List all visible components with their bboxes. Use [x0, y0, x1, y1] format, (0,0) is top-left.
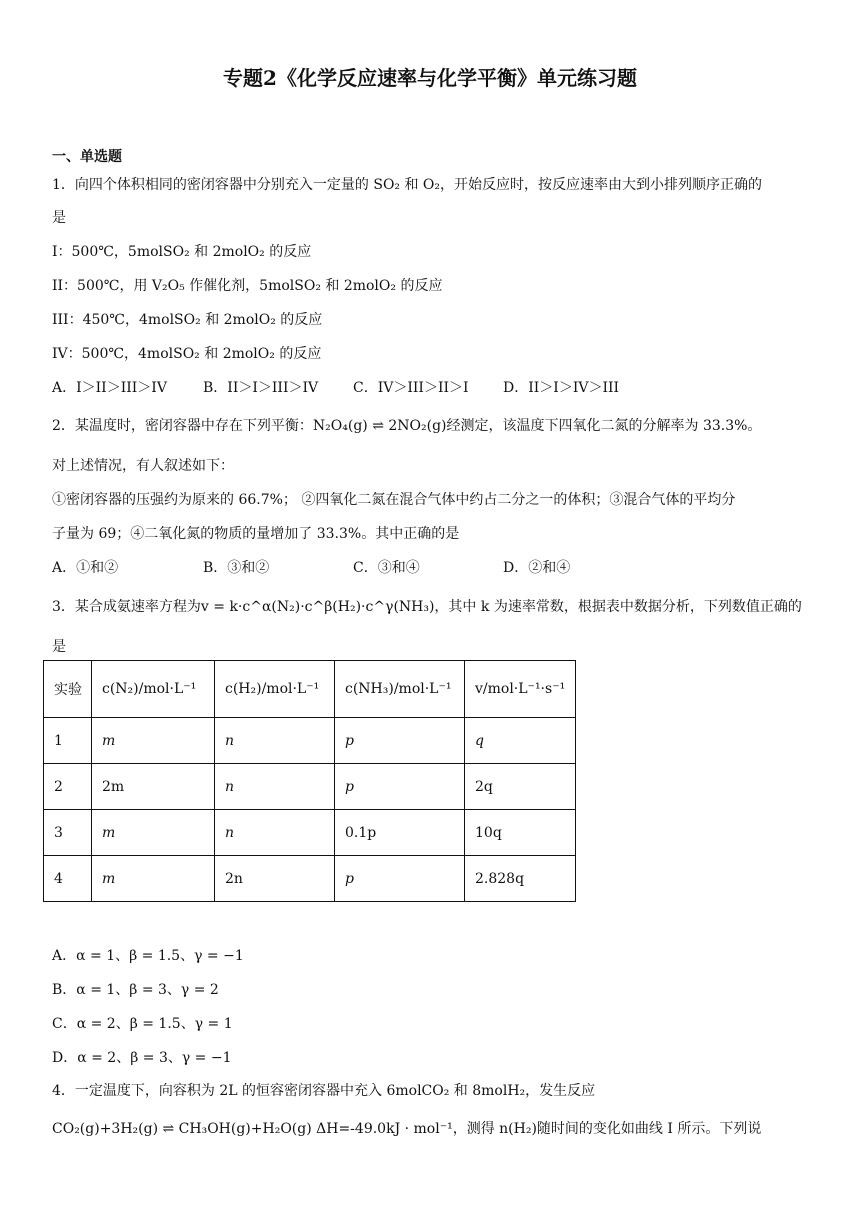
- table-cell: 3: [44, 810, 92, 856]
- table-cell: 10q: [465, 810, 576, 856]
- q3-stem-line-1: 3．某合成氨速率方程为v = k·c^α(N₂)·c^β(H₂)·c^γ(NH₃)，其中 k 为速率常数，根据表中数据分析，下列数值正确的: [52, 599, 802, 615]
- q3-option-a: A．α = 1、β = 1.5、γ = −1: [52, 948, 244, 964]
- table-cell: 2q: [465, 764, 576, 810]
- q3-stem-line-2: 是: [52, 639, 66, 655]
- table-cell: q: [465, 718, 576, 764]
- q1-condition-2: II：500℃，用 V₂O₅ 作催化剂，5molSO₂ 和 2molO₂ 的反应: [52, 278, 443, 294]
- q2-stem-line-2: 对上述情况，有人叙述如下：: [52, 458, 234, 474]
- table-header-row: [44, 661, 576, 718]
- q4-stem-line-1: 4．一定温度下，向容积为 2L 的恒容密闭容器中充入 6molCO₂ 和 8molH₂，发生反应: [52, 1083, 596, 1099]
- q1-stem-line-2: 是: [52, 210, 66, 226]
- q1-condition-1: I：500℃，5molSO₂ 和 2molO₂ 的反应: [52, 244, 312, 260]
- q3-option-d: D．α = 2、β = 3、γ = −1: [52, 1050, 232, 1066]
- table-row: [44, 810, 576, 856]
- q2-option-b: B．③和②: [203, 560, 270, 576]
- q1-option-c: C．IV＞III＞II＞I: [353, 380, 469, 396]
- table-cell: n: [215, 718, 335, 764]
- q4-stem-line-2: CO₂(g)+3H₂(g) ⇌ CH₃OH(g)+H₂O(g) ΔH=-49.0kJ · mol⁻¹，测得 n(H₂)随时间的变化如曲线 I 所示。下列说: [52, 1121, 762, 1137]
- table-header-cell: c(H₂)/mol·L⁻¹: [215, 661, 335, 718]
- table-header-cell: c(N₂)/mol·L⁻¹: [92, 661, 215, 718]
- table-cell: 2m: [92, 764, 215, 810]
- q3-option-b: B．α = 1、β = 3、γ = 2: [52, 982, 219, 998]
- table-cell: n: [215, 764, 335, 810]
- table-row: [44, 856, 576, 902]
- q1-option-d: D．II＞I＞IV＞III: [503, 380, 620, 396]
- table-cell: m: [92, 718, 215, 764]
- q2-option-a: A．①和②: [52, 560, 119, 576]
- q2-stem-line-4: 子量为 69；④二氧化氮的物质的量增加了 33.3%。其中正确的是: [52, 526, 460, 542]
- q1-condition-4: IV：500℃，4molSO₂ 和 2molO₂ 的反应: [52, 346, 322, 362]
- table-cell: m: [92, 810, 215, 856]
- q2-option-d: D．②和④: [503, 560, 571, 576]
- q2-stem-line-3: ①密闭容器的压强约为原来的 66.7%； ②四氧化二氮在混合气体中约占二分之一的体积；③混合气体的平均分: [52, 492, 736, 508]
- table-cell: 2: [44, 764, 92, 810]
- table-row: [44, 718, 576, 764]
- table-cell: p: [335, 856, 465, 902]
- q2-stem-line-1: 2．某温度时，密闭容器中存在下列平衡：N₂O₄(g) ⇌ 2NO₂(g)经测定，该温度下四氧化二氮的分解率为 33.3%。: [52, 418, 762, 434]
- table-cell: 4: [44, 856, 92, 902]
- q1-condition-3: III：450℃，4molSO₂ 和 2molO₂ 的反应: [52, 312, 323, 328]
- q1-stem-line-1: 1．向四个体积相同的密闭容器中分别充入一定量的 SO₂ 和 O₂，开始反应时，按反应速率由大到小排列顺序正确的: [52, 177, 763, 193]
- table-header-cell: 实验: [44, 661, 92, 718]
- table-header-cell: c(NH₃)/mol·L⁻¹: [335, 661, 465, 718]
- table-cell: p: [335, 718, 465, 764]
- table-cell: 2n: [215, 856, 335, 902]
- table-cell: 2.828q: [465, 856, 576, 902]
- q1-option-a: A．I＞II＞III＞IV: [52, 380, 167, 396]
- q1-option-b: B．II＞I＞III＞IV: [203, 380, 319, 396]
- table-cell: n: [215, 810, 335, 856]
- section-heading: 一、单选题: [52, 149, 122, 165]
- page-title: 专题2《化学反应速率与化学平衡》单元练习题: [223, 66, 637, 90]
- table-cell: 1: [44, 718, 92, 764]
- table-header-cell: v/mol·L⁻¹·s⁻¹: [465, 661, 576, 718]
- table-cell: m: [92, 856, 215, 902]
- table-cell: 0.1p: [335, 810, 465, 856]
- q3-option-c: C．α = 2、β = 1.5、γ = 1: [52, 1016, 233, 1032]
- rate-data-table: [43, 660, 576, 902]
- q2-option-c: C．③和④: [353, 560, 420, 576]
- table-cell: p: [335, 764, 465, 810]
- table-row: [44, 764, 576, 810]
